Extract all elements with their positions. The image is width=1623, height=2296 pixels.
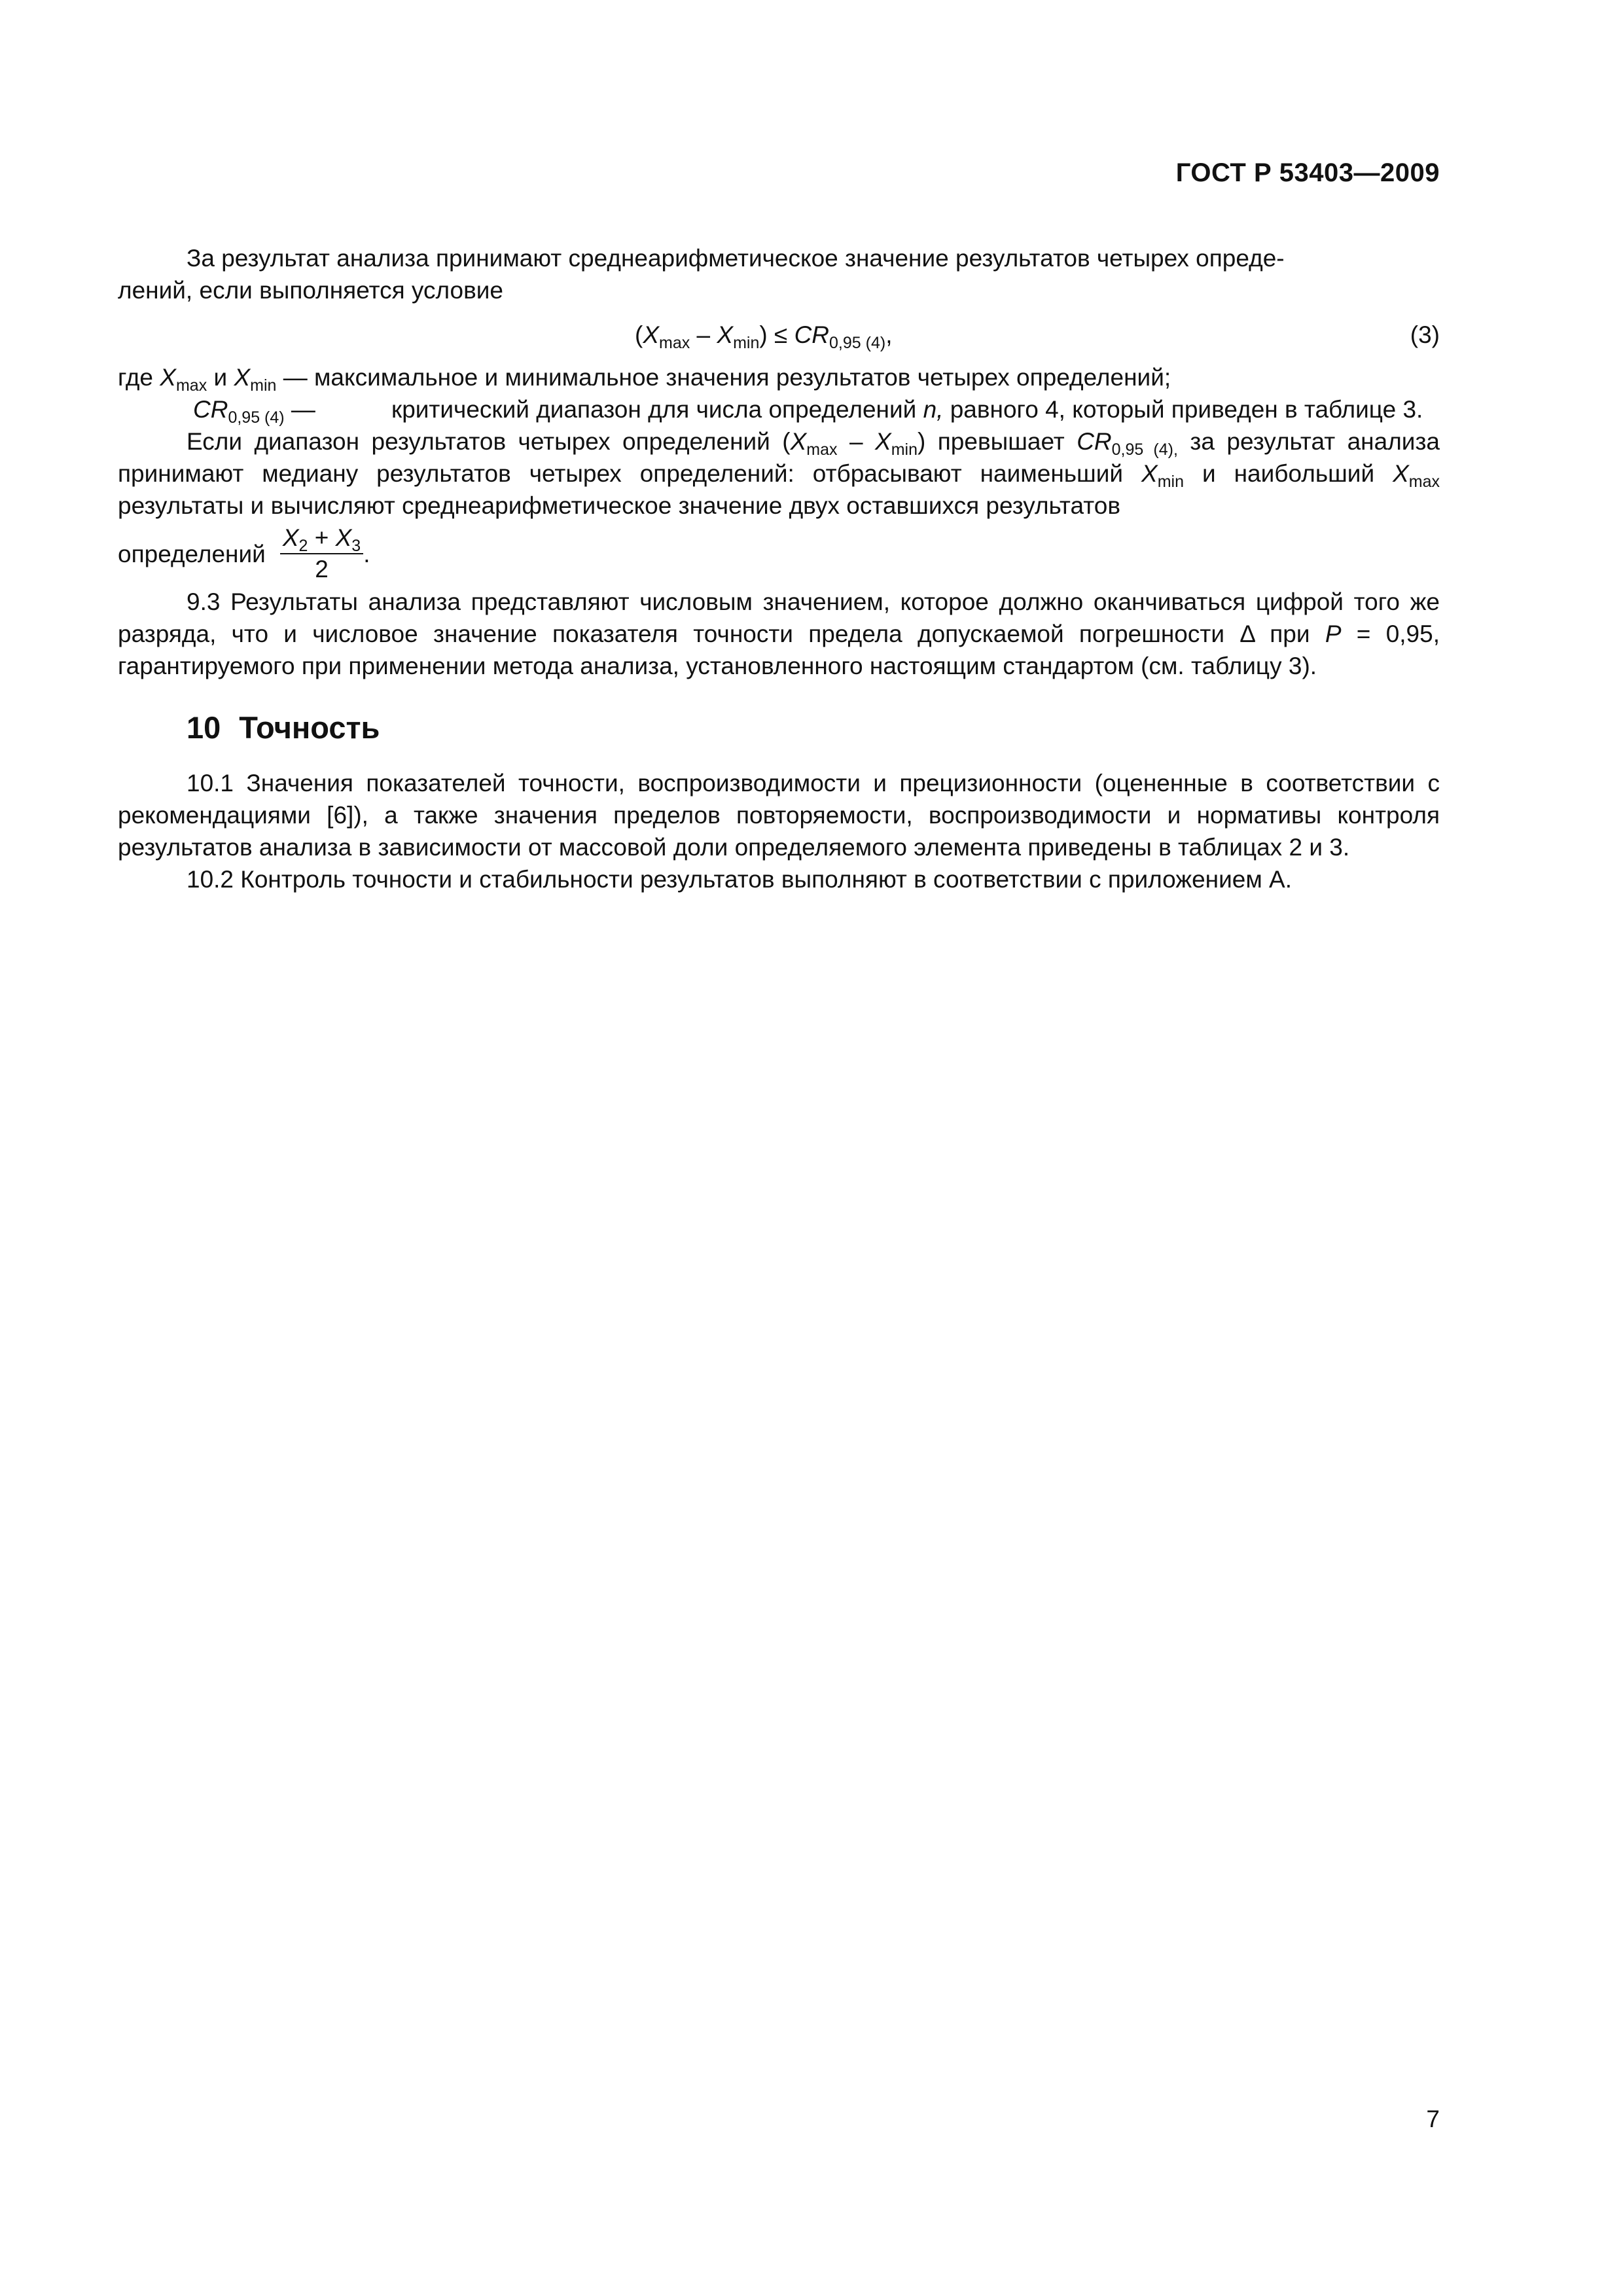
page-number: 7 [1426,2106,1440,2132]
def-cr-text [391,393,1440,425]
def-prefix: где [118,364,160,391]
intro-line-1: За результат анализа принимают среднеарифметическое значение результатов четырех опреде- [187,245,1285,272]
formula-cr-sub: 0,95 (4) [829,334,886,352]
frac-x3: X [335,524,352,551]
section-number: 10 [187,710,221,745]
fraction-numerator [280,524,363,554]
p93-text-2: = 0,95, гарантируемого при применении метода анализа, установленного настоящим стандартом (см. таблицу 3). [118,620,1440,679]
def-cr: CR [193,396,228,423]
def-cr-dash: — [284,396,315,423]
formula-comma: , [885,321,893,348]
range-text-2: ) превышает [917,428,1077,455]
paragraph-10-1: 10.1 Значения показателей точности, воспроизводимости и прецизионности (оцененные в соответствии с рекомендациями [6]), а также значения пределов повторяемости, воспроизводимости и нормативы контроля результатов анализа в зависимости от массовой доли определяемого элемента приведены в таблицах 2 и 3. [118,770,1440,861]
p93-p: P [1325,620,1342,647]
range-x-min: X [875,428,891,455]
section-10-heading [187,708,1440,747]
def-cr-text-b: равного 4, который приведен в таблице 3. [943,396,1423,423]
formula-cr: CR [794,321,830,348]
definition-x-max-min [118,361,1440,393]
range-text-1: Если диапазон результатов четырех определений ( [187,428,791,455]
def-cr-n: n, [923,396,944,423]
p93-text-1: 9.3 Результаты анализа представляют числовым значением, которое должно оканчиваться цифрой того же разряда, что и числовое значение показателя точности предела допускаемой погрешности Δ при [118,588,1440,647]
section-title: Точность [239,710,380,745]
document-body [118,242,1440,895]
paragraph-9-3 [118,586,1440,682]
range-x-min-2-sub: min [1157,473,1184,491]
range-x-min-sub: min [891,440,918,459]
definition-cr [118,393,1440,425]
formula-x-min-sub: min [733,334,760,352]
range-text-4: и наибольший [1184,460,1393,487]
range-paragraph [118,425,1440,522]
range-x-max: X [790,428,807,455]
formula-x-min: X [717,321,734,348]
formula-x-max-sub: max [659,334,690,352]
formula-expression [635,312,892,359]
range-text-3: за результат анализа принимают медиану результатов четырех определений: отбрасывают наименьший [118,428,1440,487]
frac-x2-sub: 2 [298,537,308,555]
def-x-max-sub: max [175,376,207,395]
def-cr-text-a: критический диапазон для числа определений [391,396,923,423]
def-x-text: — максимальное и минимальное значения результатов четырех определений; [276,364,1171,391]
intro-line-2: лений, если выполняется условие [118,277,503,304]
frac-x3-sub: 3 [351,537,361,555]
def-cr-sub: 0,95 (4) [228,408,285,427]
range-minus: – [837,428,875,455]
range-x-min-2: X [1141,460,1158,487]
frac-plus: + [308,524,336,551]
equation-number: (3) [1410,321,1440,348]
fraction-period: . [363,540,370,567]
def-and: и [207,364,234,391]
fraction-x2-x3 [280,524,363,583]
definitions-block [118,361,1440,425]
fraction-denominator: 2 [315,556,329,583]
range-x-max-2-sub: max [1408,473,1440,491]
frac-x2: X [282,524,299,551]
formula-open-paren: ( [635,321,643,348]
range-cr: CR [1077,428,1112,455]
def-x-min: X [234,364,251,391]
document-header: ГОСТ Р 53403—2009 [1175,158,1440,187]
intro-paragraph [118,242,1440,306]
formula-x-max: X [643,321,660,348]
formula-3 [118,312,1440,359]
paragraph-10-2: 10.2 Контроль точности и стабильности результатов выполняют в соответствии с приложением А. [187,866,1293,893]
range-cr-sub: 0,95 (4), [1111,440,1178,459]
range-x-max-sub: max [806,440,838,459]
def-x-min-sub: min [250,376,277,395]
fraction-line [118,522,1440,586]
range-text-6: определений [118,540,266,567]
range-x-max-2: X [1393,460,1409,487]
formula-minus: – [690,321,717,348]
range-text-5: результаты и вычисляют среднеарифметическое значение двух оставшихся результатов [118,492,1120,519]
def-cr-symbol [193,393,391,425]
formula-leq: ) ≤ [759,321,794,348]
def-x-max: X [160,364,176,391]
